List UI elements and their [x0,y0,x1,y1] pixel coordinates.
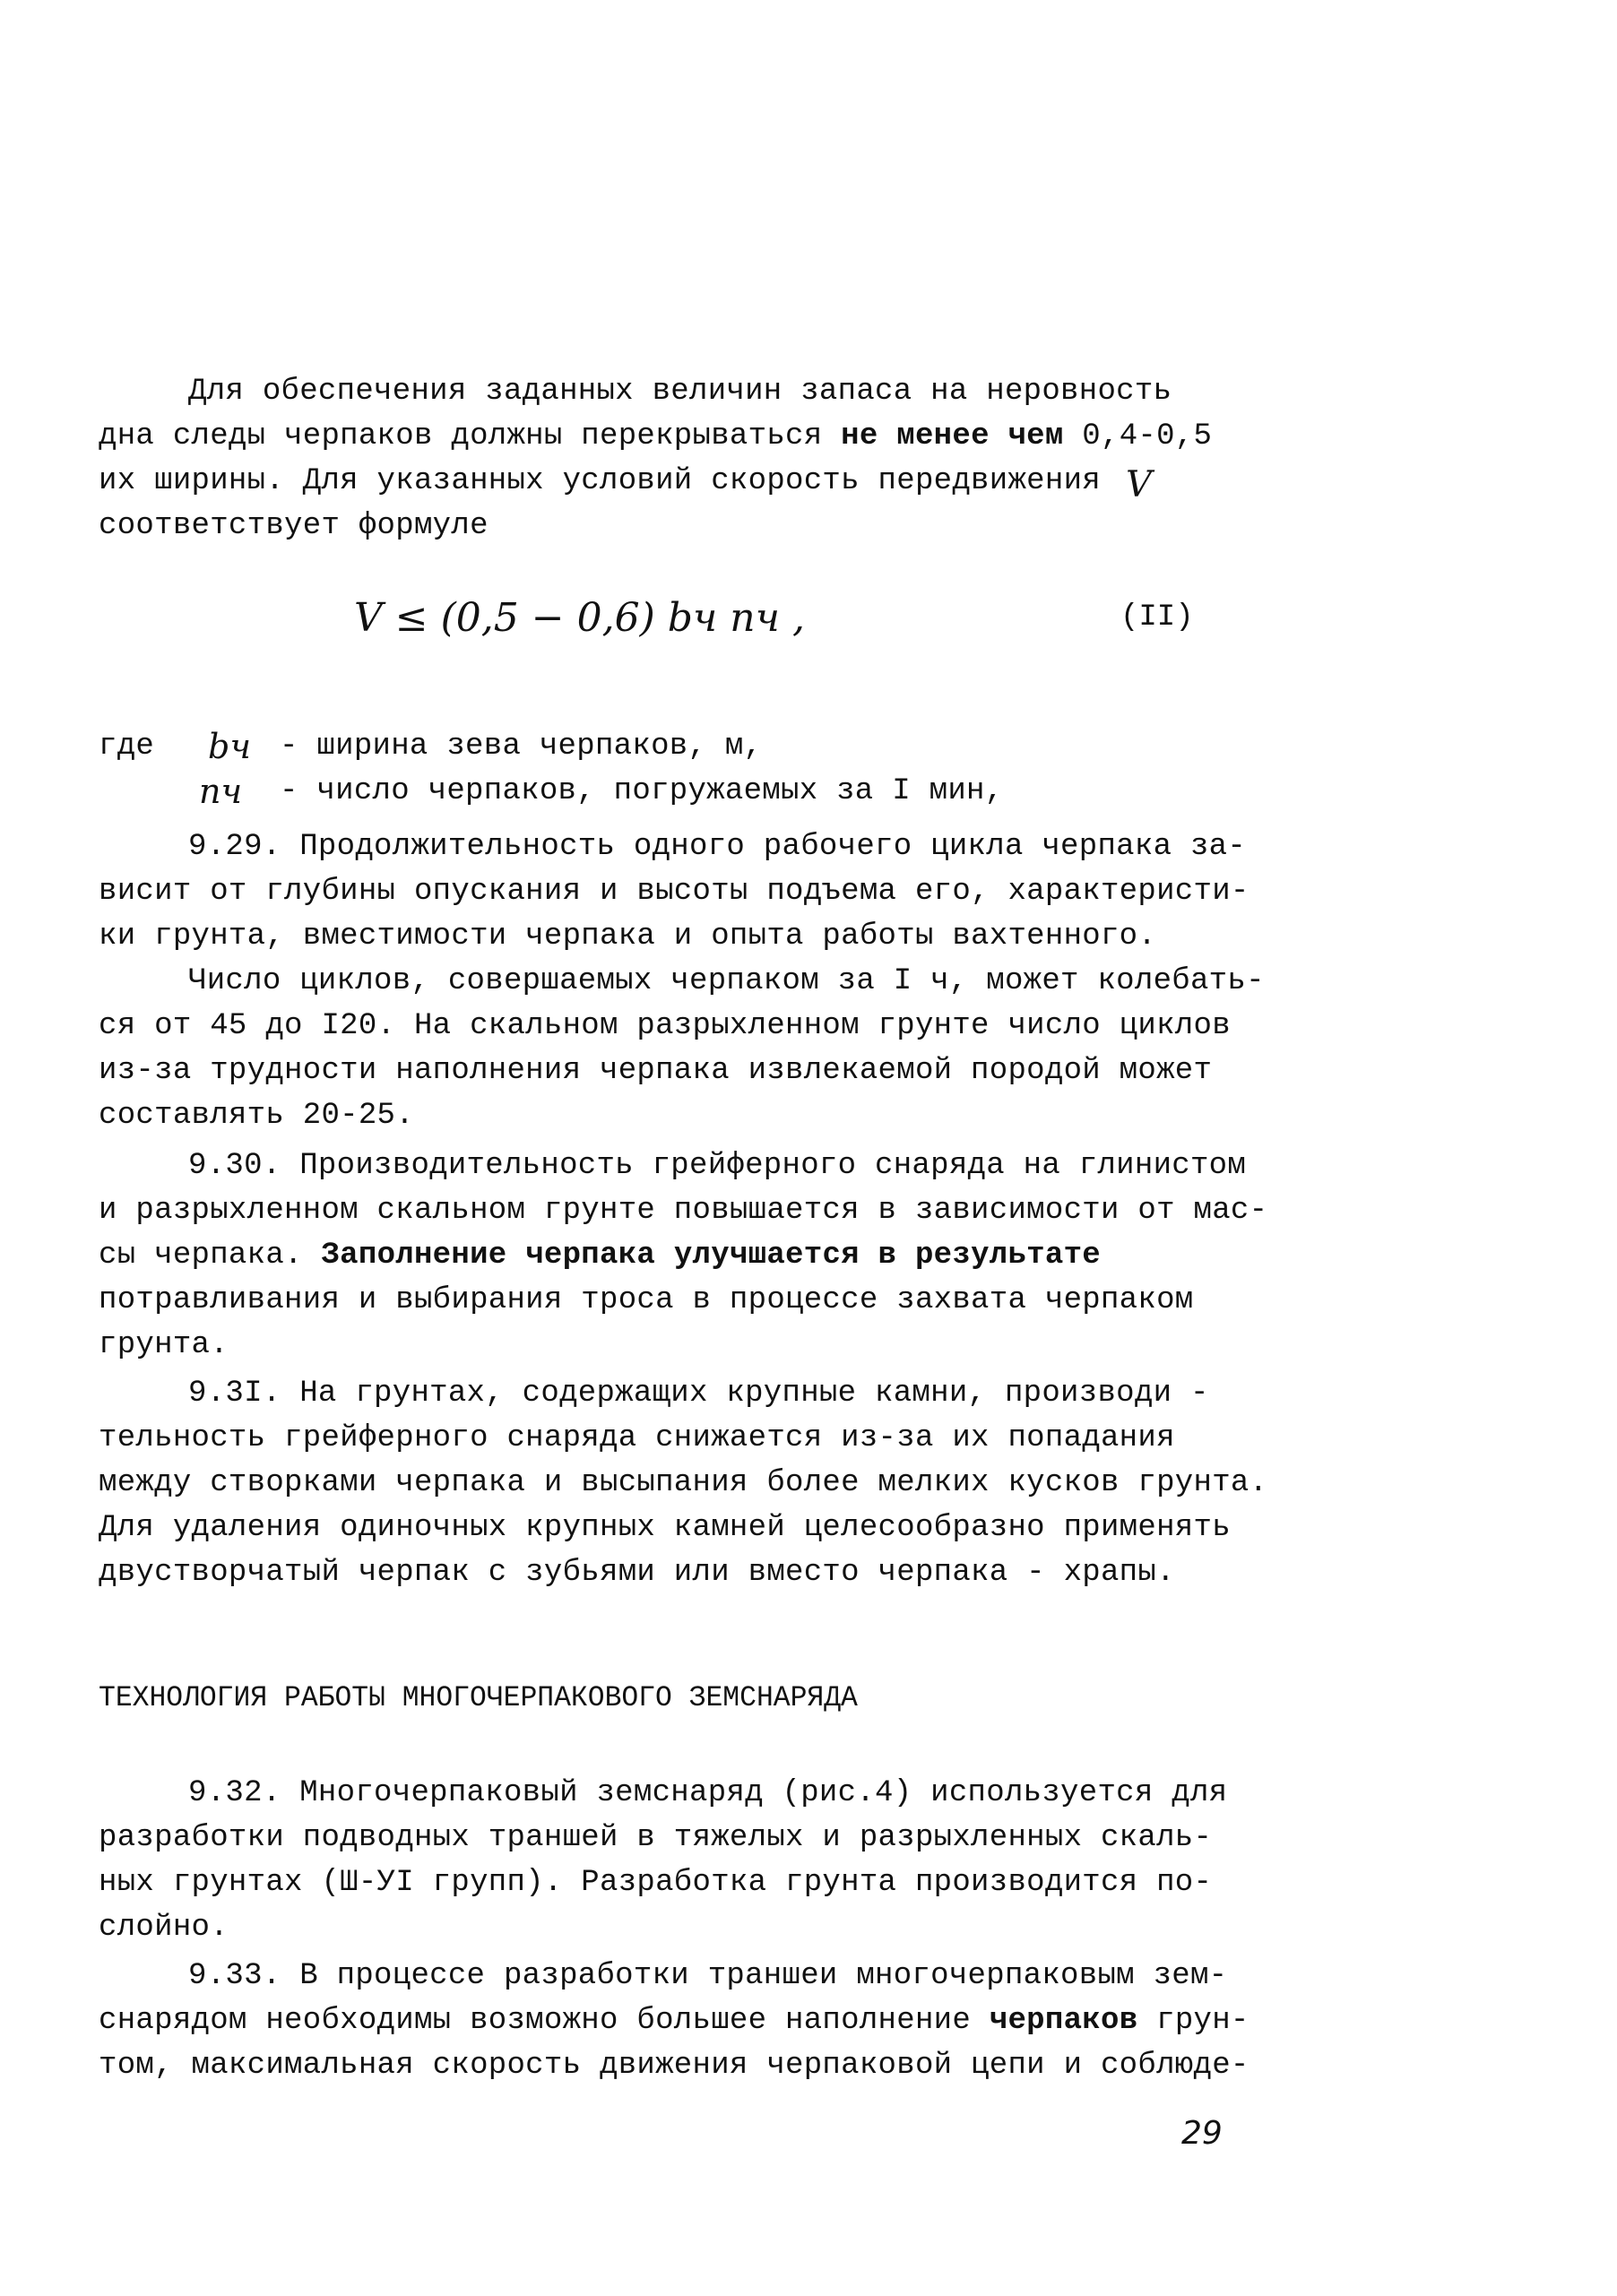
p932-line-1: 9.32. Многочерпаковый земснаряд (рис.4) используется для [188,1776,1228,1810]
p930-line-3 [99,1233,1101,1278]
p933-line-2-text: снарядом необходимы возможно большее наполнение [99,2004,990,2038]
p933-line-1: 9.33. В процессе разработки траншеи многочерпаковым зем- [188,1959,1228,1993]
velocity-symbol: V [1126,464,1152,505]
p933-line-2 [99,1998,1250,2043]
p933-line-2-bold: черпаков [989,2004,1138,2038]
p931-line-1: 9.3I. На грунтах, содержащих крупные камни, производи - [188,1377,1209,1411]
intro-line-2-bold: не менее чем [841,419,1064,453]
symbol-n: nч [199,772,243,811]
p929-line-7: составлять 20-25. [99,1099,414,1133]
p930-line-3-text: сы черпака. [99,1239,322,1273]
p930-line-3-bold: Заполнение черпака улучшается в результате [321,1239,1101,1273]
p930-line-4: потравливания и выбирания троса в процессе захвата черпаком [99,1283,1194,1317]
formula: V ≤ (0,5 − 0,6) bч nч , [354,595,805,641]
p933-line-3: том, максимальная скорость движения черпаковой цепи и соблюде- [99,2049,1250,2083]
section-heading: ТЕХНОЛОГИЯ РАБОТЫ МНОГОЧЕРПАКОВОГО ЗЕМСНАРЯДА [99,1681,858,1714]
p929-line-6: из-за трудности наполнения черпака извлекаемой породой может [99,1054,1213,1088]
p932-line-3: ных грунтах (Ш-УI групп). Разработка грунта производится по- [99,1866,1213,1900]
p930-line-2: и разрыхленном скальном грунте повышается в зависимости от мас- [99,1194,1268,1228]
intro-line-2-text: дна следы черпаков должны перекрываться [99,419,842,453]
p929-line-5: ся от 45 до I20. На скальном разрыхленном грунте число циклов [99,1009,1231,1043]
where-label: где [99,729,155,764]
p932-line-2: разработки подводных траншей в тяжелых и разрыхленных скаль- [99,1821,1213,1855]
p929-line-3: ки грунта, вместимости черпака и опыта работы вахтенного. [99,919,1157,954]
intro-line-2-end: 0,4-0,5 [1063,419,1213,453]
where-b-description: - ширина зева черпаков, м, [280,729,763,764]
p930-line-5: грунта. [99,1328,229,1362]
where-n-description: - число черпаков, погружаемых за I мин, [280,774,1004,808]
p931-line-3: между створками черпака и высыпания более мелких кусков грунта. [99,1466,1268,1500]
intro-line-1: Для обеспечения заданных величин запаса на неровность [188,375,1172,409]
intro-line-2 [99,414,1212,459]
page-number: 29 [1181,2115,1223,2152]
p929-line-2: висит от глубины опускания и высоты подъема его, характеристи- [99,875,1250,909]
intro-line-3: их ширины. Для указанных условий скорость передвижения [99,464,1101,498]
p931-line-5: двустворчатый черпак с зубьями или вместо черпака - храпы. [99,1556,1175,1590]
p931-line-4: Для удаления одиночных крупных камней целесообразно применять [99,1511,1231,1545]
p933-line-2-end: грун- [1137,2004,1250,2038]
formula-number: (II) [1120,600,1194,634]
p929-line-4: Число циклов, совершаемых черпаком за I ч, может колебать- [188,964,1265,998]
p932-line-4: слойно. [99,1911,229,1945]
p929-line-1: 9.29. Продолжительность одного рабочего цикла черпака за- [188,830,1247,864]
symbol-b: bч [208,727,251,766]
p931-line-2: тельность грейферного снаряда снижается из-за их попадания [99,1421,1175,1455]
p930-line-1: 9.30. Производительность грейферного снаряда на глинистом [188,1149,1247,1183]
intro-line-4: соответствует формуле [99,509,489,543]
